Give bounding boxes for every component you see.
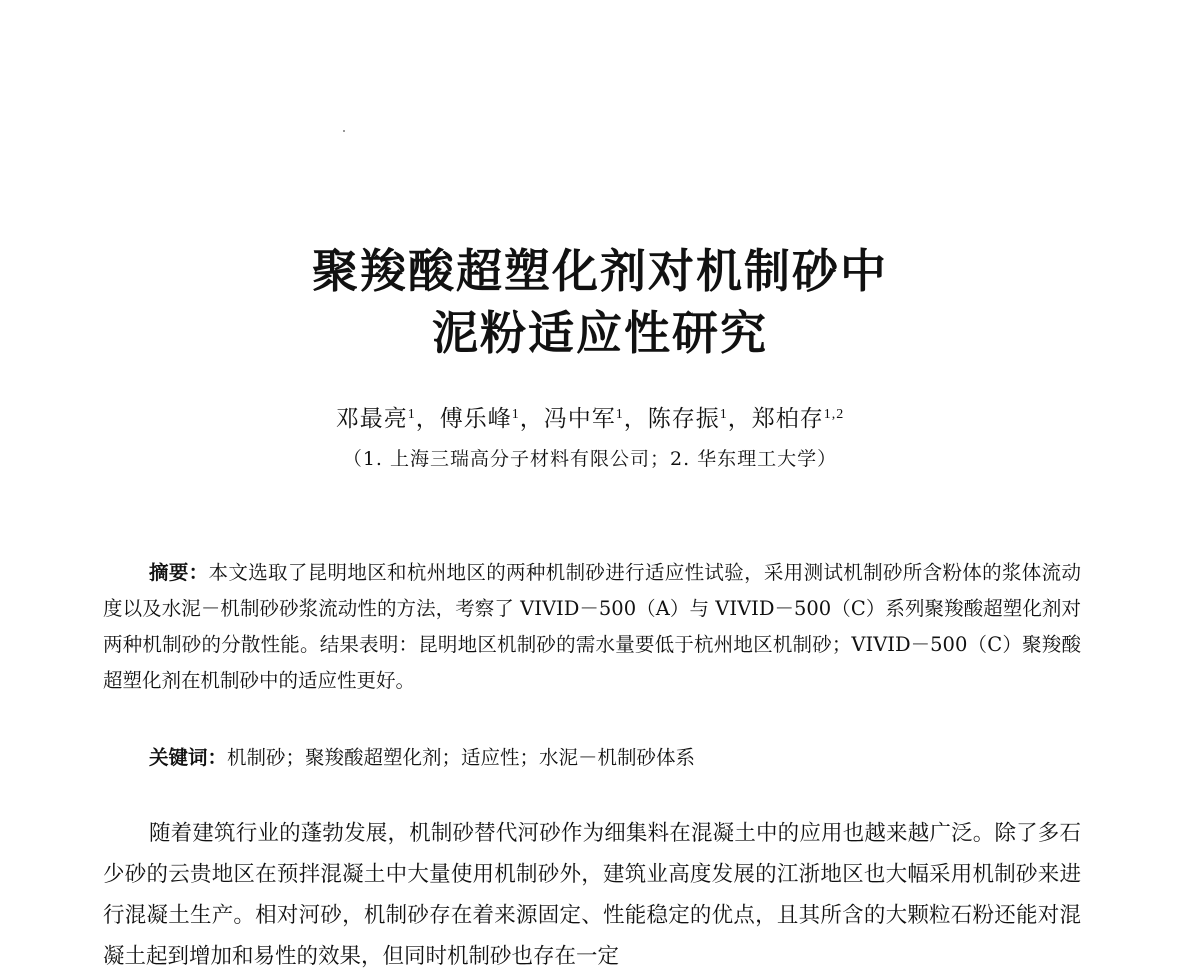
author-separator: ， — [519, 406, 544, 432]
body-paragraph: 随着建筑行业的蓬勃发展，机制砂替代河砂作为细集料在混凝土中的应用也越来越广泛。除了多石少砂的云贵地区在预拌混凝土中大量使用机制砂外，建筑业高度发展的江浙地区也大幅采用机制砂来进行混凝土生产。相对河砂，机制砂存在着来源固定、性能稳定的优点，且其所含的大颗粒石粉还能对混凝土起到增加和易性的效果，但同时机制砂也存在一定 — [103, 821, 1081, 969]
author-name: 冯中军 — [543, 406, 616, 432]
author-name: 邓最亮 — [335, 406, 408, 432]
author — [336, 406, 416, 432]
keywords-label: 关键词： — [149, 746, 228, 769]
author — [440, 406, 520, 432]
author-affiliation-mark: 1 — [719, 407, 728, 422]
author-separator: ， — [727, 406, 752, 432]
author-affiliation-mark: 1,2 — [823, 407, 845, 422]
title-line-1: 聚羧酸超塑化剂对机制砂中 — [312, 244, 888, 298]
paper-title — [0, 240, 1200, 364]
title-line-2: 泥粉适应性研究 — [432, 306, 768, 360]
author-affiliation-mark: 1 — [511, 407, 520, 422]
scan-speck — [343, 130, 345, 132]
abstract — [103, 555, 1081, 699]
author-affiliation-mark: 1 — [407, 407, 416, 422]
author — [544, 406, 624, 432]
affiliations: （1. 上海三瑞高分子材料有限公司；2. 华东理工大学） — [342, 448, 838, 470]
author-name: 陈存振 — [647, 406, 720, 432]
keywords-text: 机制砂；聚羧酸超塑化剂；适应性；水泥－机制砂体系 — [227, 746, 696, 769]
author-affiliation-mark: 1 — [615, 407, 624, 422]
author-name: 郑柏存 — [751, 406, 824, 432]
author-separator: ， — [623, 406, 648, 432]
author — [648, 406, 728, 432]
author-name: 傅乐峰 — [439, 406, 512, 432]
abstract-label: 摘要： — [149, 561, 209, 584]
abstract-text: 本文选取了昆明地区和杭州地区的两种机制砂进行适应性试验，采用测试机制砂所含粉体的浆体流动度以及水泥－机制砂砂浆流动性的方法，考察了 VIVID－500（A）与 VIVID－500（C）系列聚羧酸超塑化剂对两种机制砂的分散性能。结果表明：昆明地区机制砂的需水量要低于杭州地区机制砂；VIVID－500（C）聚羧酸超塑化剂在机制砂中的适应性更好。 — [103, 561, 1081, 692]
author-list — [0, 403, 1180, 435]
author — [752, 406, 845, 432]
keywords — [149, 740, 1079, 776]
author-separator: ， — [415, 406, 440, 432]
